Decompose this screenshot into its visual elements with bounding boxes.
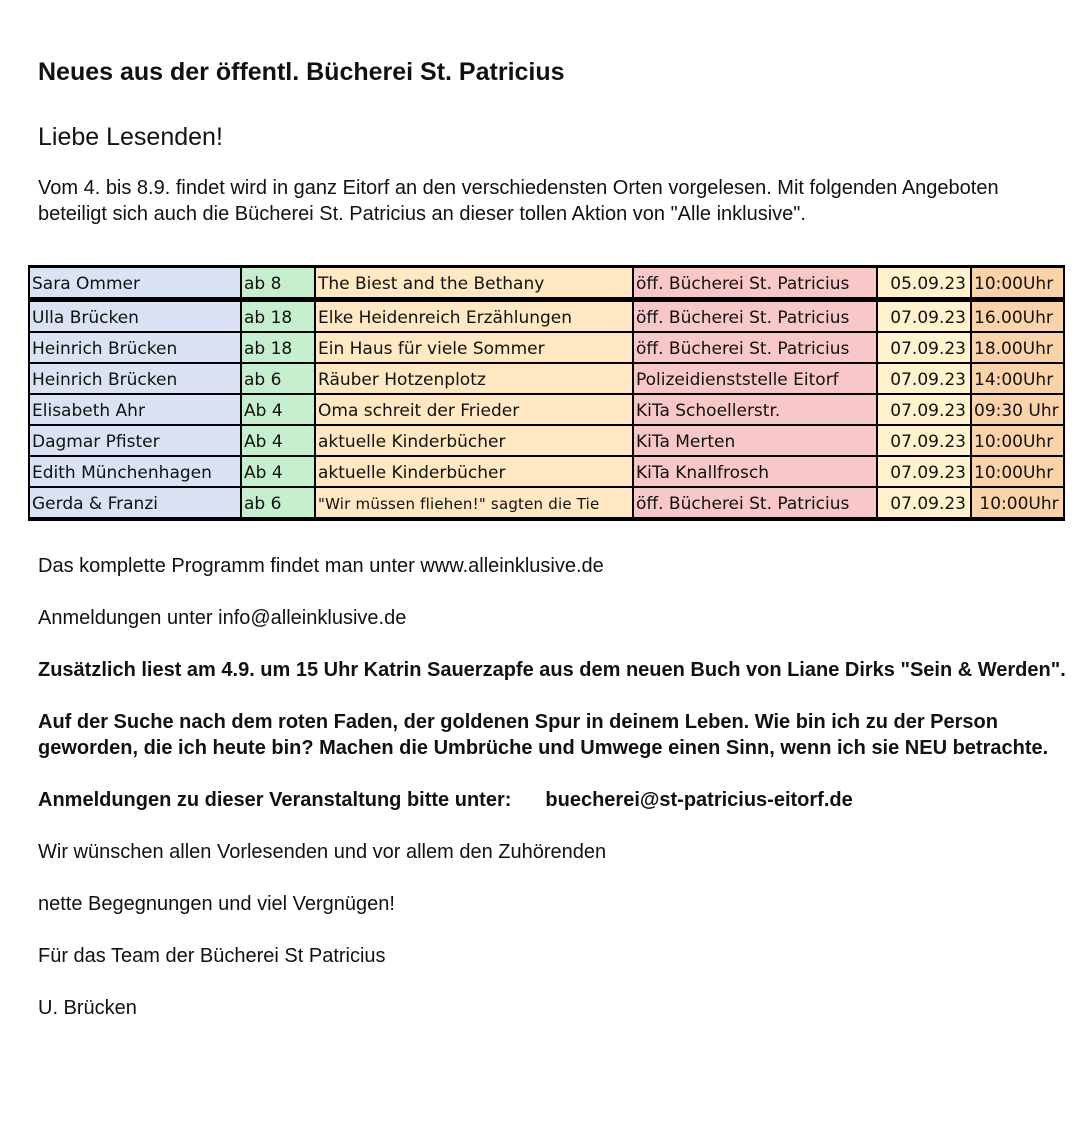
reader-name: Edith Münchenhagen <box>29 456 241 487</box>
event-time: 10:00Uhr <box>971 487 1064 519</box>
program-line: Das komplette Programm findet man unter www.alleinklusive.de <box>38 555 604 577</box>
reader-name: Ulla Brücken <box>29 300 241 333</box>
page-header <box>38 55 1068 227</box>
book-title: Ein Haus für viele Sommer <box>315 332 633 363</box>
book-description: Auf der Suche nach dem roten Faden, der goldenen Spur in deinem Leben. Wie bin ich zu der Person geworden, die ich heute bin? Machen die Umbrüche und Umwege einen Sinn, wenn ich sie NEU betrachte. <box>38 711 1049 759</box>
event-date: 07.09.23 <box>877 332 971 363</box>
book-title: Räuber Hotzenplotz <box>315 363 633 394</box>
venue: KiTa Schoellerstr. <box>633 394 877 425</box>
event-date: 07.09.23 <box>877 425 971 456</box>
reader-name: Heinrich Brücken <box>29 363 241 394</box>
reader-name: Dagmar Pfister <box>29 425 241 456</box>
table-row <box>29 425 1064 456</box>
book-title: "Wir müssen fliehen!" sagten die Tie <box>315 487 633 519</box>
book-title: aktuelle Kinderbücher <box>315 456 633 487</box>
event-time: 10:00Uhr <box>971 425 1064 456</box>
intro-paragraph: Vom 4. bis 8.9. findet wird in ganz Eitorf an den verschiedensten Orten vorgelesen. Mit folgenden Angeboten beteiligt sich auch die Bücherei St. Patricius an dieser tollen Aktion von "Alle inklusive". <box>38 177 999 225</box>
venue: Polizeidienststelle Eitorf <box>633 363 877 394</box>
venue: öff. Bücherei St. Patricius <box>633 487 877 519</box>
age-group: Ab 4 <box>241 425 315 456</box>
venue: öff. Bücherei St. Patricius <box>633 300 877 333</box>
body-text <box>38 553 1068 1047</box>
age-group: ab 6 <box>241 487 315 519</box>
table-row <box>29 394 1064 425</box>
wish-line-2: nette Begegnungen und viel Vergnügen! <box>38 893 395 915</box>
event-time: 10:00Uhr <box>971 456 1064 487</box>
event-date: 07.09.23 <box>877 487 971 519</box>
table-row <box>29 267 1064 300</box>
table-row <box>29 300 1064 333</box>
age-group: ab 6 <box>241 363 315 394</box>
venue: öff. Bücherei St. Patricius <box>633 332 877 363</box>
table-row <box>29 456 1064 487</box>
reader-name: Gerda & Franzi <box>29 487 241 519</box>
event-date: 07.09.23 <box>877 300 971 333</box>
book-title: aktuelle Kinderbücher <box>315 425 633 456</box>
event-date: 07.09.23 <box>877 363 971 394</box>
reader-name: Sara Ommer <box>29 267 241 300</box>
table-row <box>29 363 1064 394</box>
event-date: 07.09.23 <box>877 456 971 487</box>
reader-name: Heinrich Brücken <box>29 332 241 363</box>
book-title: The Biest and the Bethany <box>315 267 633 300</box>
reader-name: Elisabeth Ahr <box>29 394 241 425</box>
event-time: 09:30 Uhr <box>971 394 1064 425</box>
age-group: Ab 4 <box>241 456 315 487</box>
extra-event: Zusätzlich liest am 4.9. um 15 Uhr Katrin Sauerzapfe aus dem neuen Buch von Liane Dirks "Sein & Werden". <box>38 659 1066 681</box>
book-title: Elke Heidenreich Erzählungen <box>315 300 633 333</box>
program-table <box>28 265 1065 521</box>
event-date: 07.09.23 <box>877 394 971 425</box>
book-title: Oma schreit der Frieder <box>315 394 633 425</box>
event-registration-label: Anmeldungen zu dieser Veranstaltung bitte unter: <box>38 789 512 811</box>
event-time: 14:00Uhr <box>971 363 1064 394</box>
wish-line: Wir wünschen allen Vorlesenden und vor allem den Zuhörenden <box>38 841 607 863</box>
team-line: Für das Team der Bücherei St Patricius <box>38 945 386 967</box>
event-time: 10:00Uhr <box>971 267 1064 300</box>
age-group: ab 18 <box>241 332 315 363</box>
greeting: Liebe Lesenden! <box>38 123 223 151</box>
event-registration <box>38 787 1068 813</box>
table-row <box>29 332 1064 363</box>
signature: U. Brücken <box>38 997 137 1019</box>
venue: KiTa Knallfrosch <box>633 456 877 487</box>
venue: KiTa Merten <box>633 425 877 456</box>
venue: öff. Bücherei St. Patricius <box>633 267 877 300</box>
age-group: Ab 4 <box>241 394 315 425</box>
registration-line: Anmeldungen unter info@alleinklusive.de <box>38 607 407 629</box>
table-row <box>29 487 1064 519</box>
page-title: Neues aus der öffentl. Bücherei St. Patricius <box>38 58 565 86</box>
event-time: 16.00Uhr <box>971 300 1064 333</box>
event-time: 18.00Uhr <box>971 332 1064 363</box>
event-date: 05.09.23 <box>877 267 971 300</box>
age-group: ab 8 <box>241 267 315 300</box>
age-group: ab 18 <box>241 300 315 333</box>
event-registration-email[interactable]: buecherei@st-patricius-eitorf.de <box>545 789 853 811</box>
